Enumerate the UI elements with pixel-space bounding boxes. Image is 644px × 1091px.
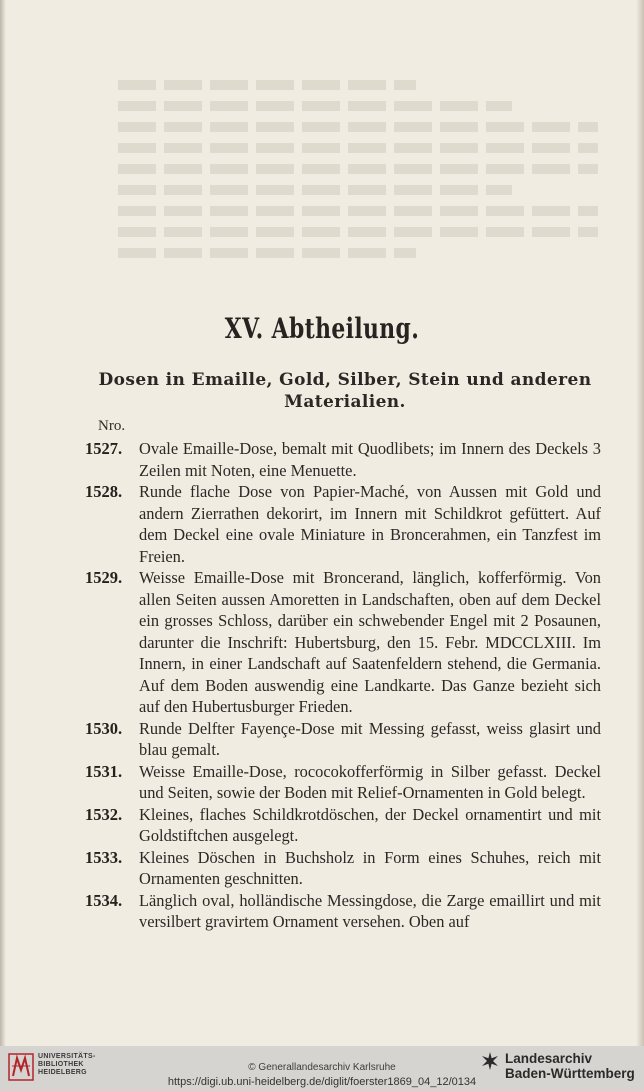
entry-number: 1530. xyxy=(85,718,123,738)
catalog-entry xyxy=(85,567,601,718)
entry-text: Kleines, flaches Schildkrotdöschen, der Deckel ornamentirt und mit Goldstiftchen ausgelegt. xyxy=(139,804,601,845)
archive-name-line: Baden-Württemberg xyxy=(505,1066,635,1081)
entry-text: Weisse Emaille-Dose mit Broncerand, länglich, kofferförmig. Von allen Seiten aussen Amoretten in Landschaften, oben auf dem Deckel ein grosses Schloss, darüber ein schwebender Engel mit 2 Posaunen, darunter die Inschrift: Hubertsburg, den 15. Febr. MDCCLXIII. Im Innern, in einer Landschaft auf Saatenfeldern stehend, die Germania. Auf dem Boden auswendig eine Landkarte. Das Ganze bezieht sich auf den Hubertusburger Frieden. xyxy=(139,568,601,716)
entry-text: Runde flache Dose von Papier-Maché, von Aussen mit Gold und andern Zierrathen dekorirt, im Innern mit Schildkrot gefüttert. Auf dem Deckel eine ovale Miniature in Broncerahmen, ein Tanzfest im Freien. xyxy=(139,482,601,566)
bleed-through-text xyxy=(118,70,598,269)
entry-text: Länglich oval, holländische Messingdose, die Zarge emaillirt und mit versilbert gravirtem Ornament versehen. Oben auf xyxy=(139,890,601,931)
landesarchiv-star-icon xyxy=(481,1052,499,1070)
catalog-entry xyxy=(85,481,601,567)
catalog-entry xyxy=(85,804,601,847)
entry-number: 1532. xyxy=(85,804,123,824)
catalog-entry xyxy=(85,761,601,804)
entry-number: 1529. xyxy=(85,568,123,587)
nro-label: Nro. xyxy=(98,418,126,434)
section-subtitle: Dosen in Emaille, Gold, Silber, Stein und anderen Materialien. xyxy=(98,370,592,412)
entry-number: 1531. xyxy=(85,761,123,781)
viewer-footer xyxy=(0,1046,644,1091)
catalog-entry xyxy=(85,718,601,761)
entry-text: Kleines Döschen in Buchsholz in Form eines Schuhes, reich mit Ornamenten geschnitten. xyxy=(139,847,601,888)
catalog-entries xyxy=(85,438,601,933)
entry-text: Ovale Emaille-Dose, bemalt mit Quodlibets; im Innern des Deckels 3 Zeilen mit Noten, eine Menuette. xyxy=(139,439,601,480)
entry-number: 1527. xyxy=(85,439,123,458)
archive-name-line: Landesarchiv xyxy=(505,1051,593,1066)
catalog-entry xyxy=(85,438,601,481)
library-name-line: UNIVERSITÄTS- xyxy=(38,1053,96,1060)
entry-text: Runde Delfter Fayençe-Dose mit Messing gefasst, weiss glasirt und blau gemalt. xyxy=(139,718,601,759)
copyright-notice: © Generallandesarchiv Karlsruhe xyxy=(248,1062,396,1073)
permalink-url[interactable]: https://digi.ub.uni-heidelberg.de/diglit/foerster1869_04_12/0134 xyxy=(167,1076,477,1088)
library-name-line: BIBLIOTHEK xyxy=(38,1061,84,1068)
section-heading: XV. Abtheilung. xyxy=(224,312,420,345)
entry-number: 1533. xyxy=(85,847,123,867)
entry-number: 1534. xyxy=(85,890,123,910)
catalog-entry xyxy=(85,890,601,933)
entry-text: Weisse Emaille-Dose, rococokofferförmig in Silber gefasst. Deckel und Seiten, sowie der Boden mit Relief-Ornamenten in Gold belegt. xyxy=(139,761,601,802)
library-name-line: HEIDELBERG xyxy=(38,1069,87,1076)
catalog-entry xyxy=(85,847,601,890)
entry-number: 1528. xyxy=(85,482,123,501)
archive-name[interactable] xyxy=(505,1051,635,1081)
